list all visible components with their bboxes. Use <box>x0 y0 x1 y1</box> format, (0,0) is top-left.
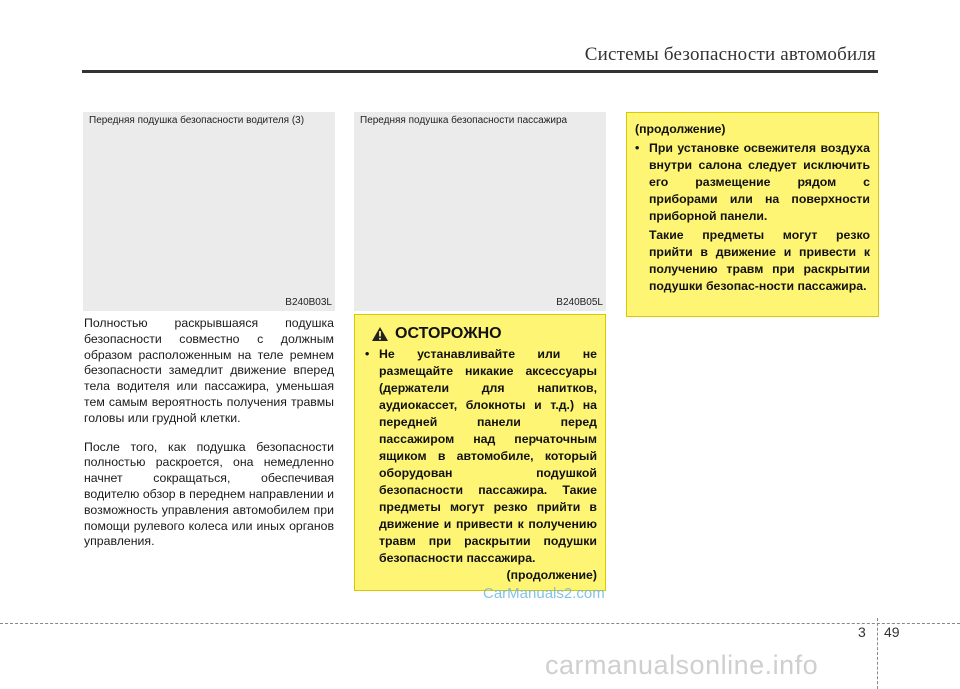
continuation-bullet <box>635 140 870 225</box>
page-separator <box>877 618 878 689</box>
figure-caption: Передняя подушка безопасности пассажира <box>360 115 568 126</box>
continuation-text: При установке освежителя воздуха внутри салона следует исключить его размещение рядом с приборами или на поверхности приборной панели. <box>649 141 870 223</box>
bullet-dot: • <box>365 347 370 361</box>
figure-code: B240B03L <box>285 297 332 308</box>
page-number: 49 <box>884 624 900 640</box>
warning-header <box>371 325 597 342</box>
continuation-box <box>626 112 879 317</box>
footer-rule <box>0 623 960 624</box>
header-rule <box>82 70 878 73</box>
watermark-carmanualsonline: carmanualsonline.info <box>545 650 819 680</box>
figure-caption: Передняя подушка безопасности водителя (3) <box>89 115 305 126</box>
body-paragraph: Полностью раскрывшаяся подушка безопасности совместно с должным образом расположенным на теле ремнем безопасности замедлит движение вперед тела водителя или пассажира, уменьшая тем самым вероятность получения травмы головы или грудной клетки. <box>84 316 334 425</box>
bullet-dot: • <box>635 141 640 155</box>
warning-box <box>354 314 606 591</box>
page-header-title: Системы безопасности автомобиля <box>584 44 876 65</box>
continuation-text-2: Такие предметы могут резко прийти в движение и привести к получению травм при раскрытии подушки безопас-ности пассажира. <box>649 228 870 293</box>
figure-driver-airbag <box>83 112 335 311</box>
watermark-carmanuals2: CarManuals2.com <box>483 585 605 602</box>
warning-title: ОСТОРОЖНО <box>395 325 502 342</box>
warning-text: Не устанавливайте или не размещайте никакие аксессуары (держатели для напитков, аудиокассет, блокноты и т.д.) на передней панели перед пассажиром над перчаточным ящиком в автомобиле, который оборудован подушкой безопасности пассажира. Такие предметы могут резко прийти в движение и привести к получению травм при раскрытии подушки безопасности пассажира. <box>379 347 597 565</box>
warning-bullet <box>365 346 597 567</box>
figure-code: B240B05L <box>556 297 603 308</box>
warning-triangle-icon <box>371 326 389 342</box>
continuation-heading: (продолжение) <box>635 122 726 136</box>
section-number: 3 <box>858 624 866 640</box>
body-paragraph: После того, как подушка безопасности полностью раскроется, она немедленно начнет сокращаться, обеспечивая водителю обзор в переднем направлении и возможность управления автомобилем при помощи рулевого колеса или иных органов управления. <box>84 439 334 549</box>
body-text-column <box>84 316 334 563</box>
figure-passenger-airbag <box>354 112 606 311</box>
warning-continued: (продолжение) <box>506 568 597 582</box>
